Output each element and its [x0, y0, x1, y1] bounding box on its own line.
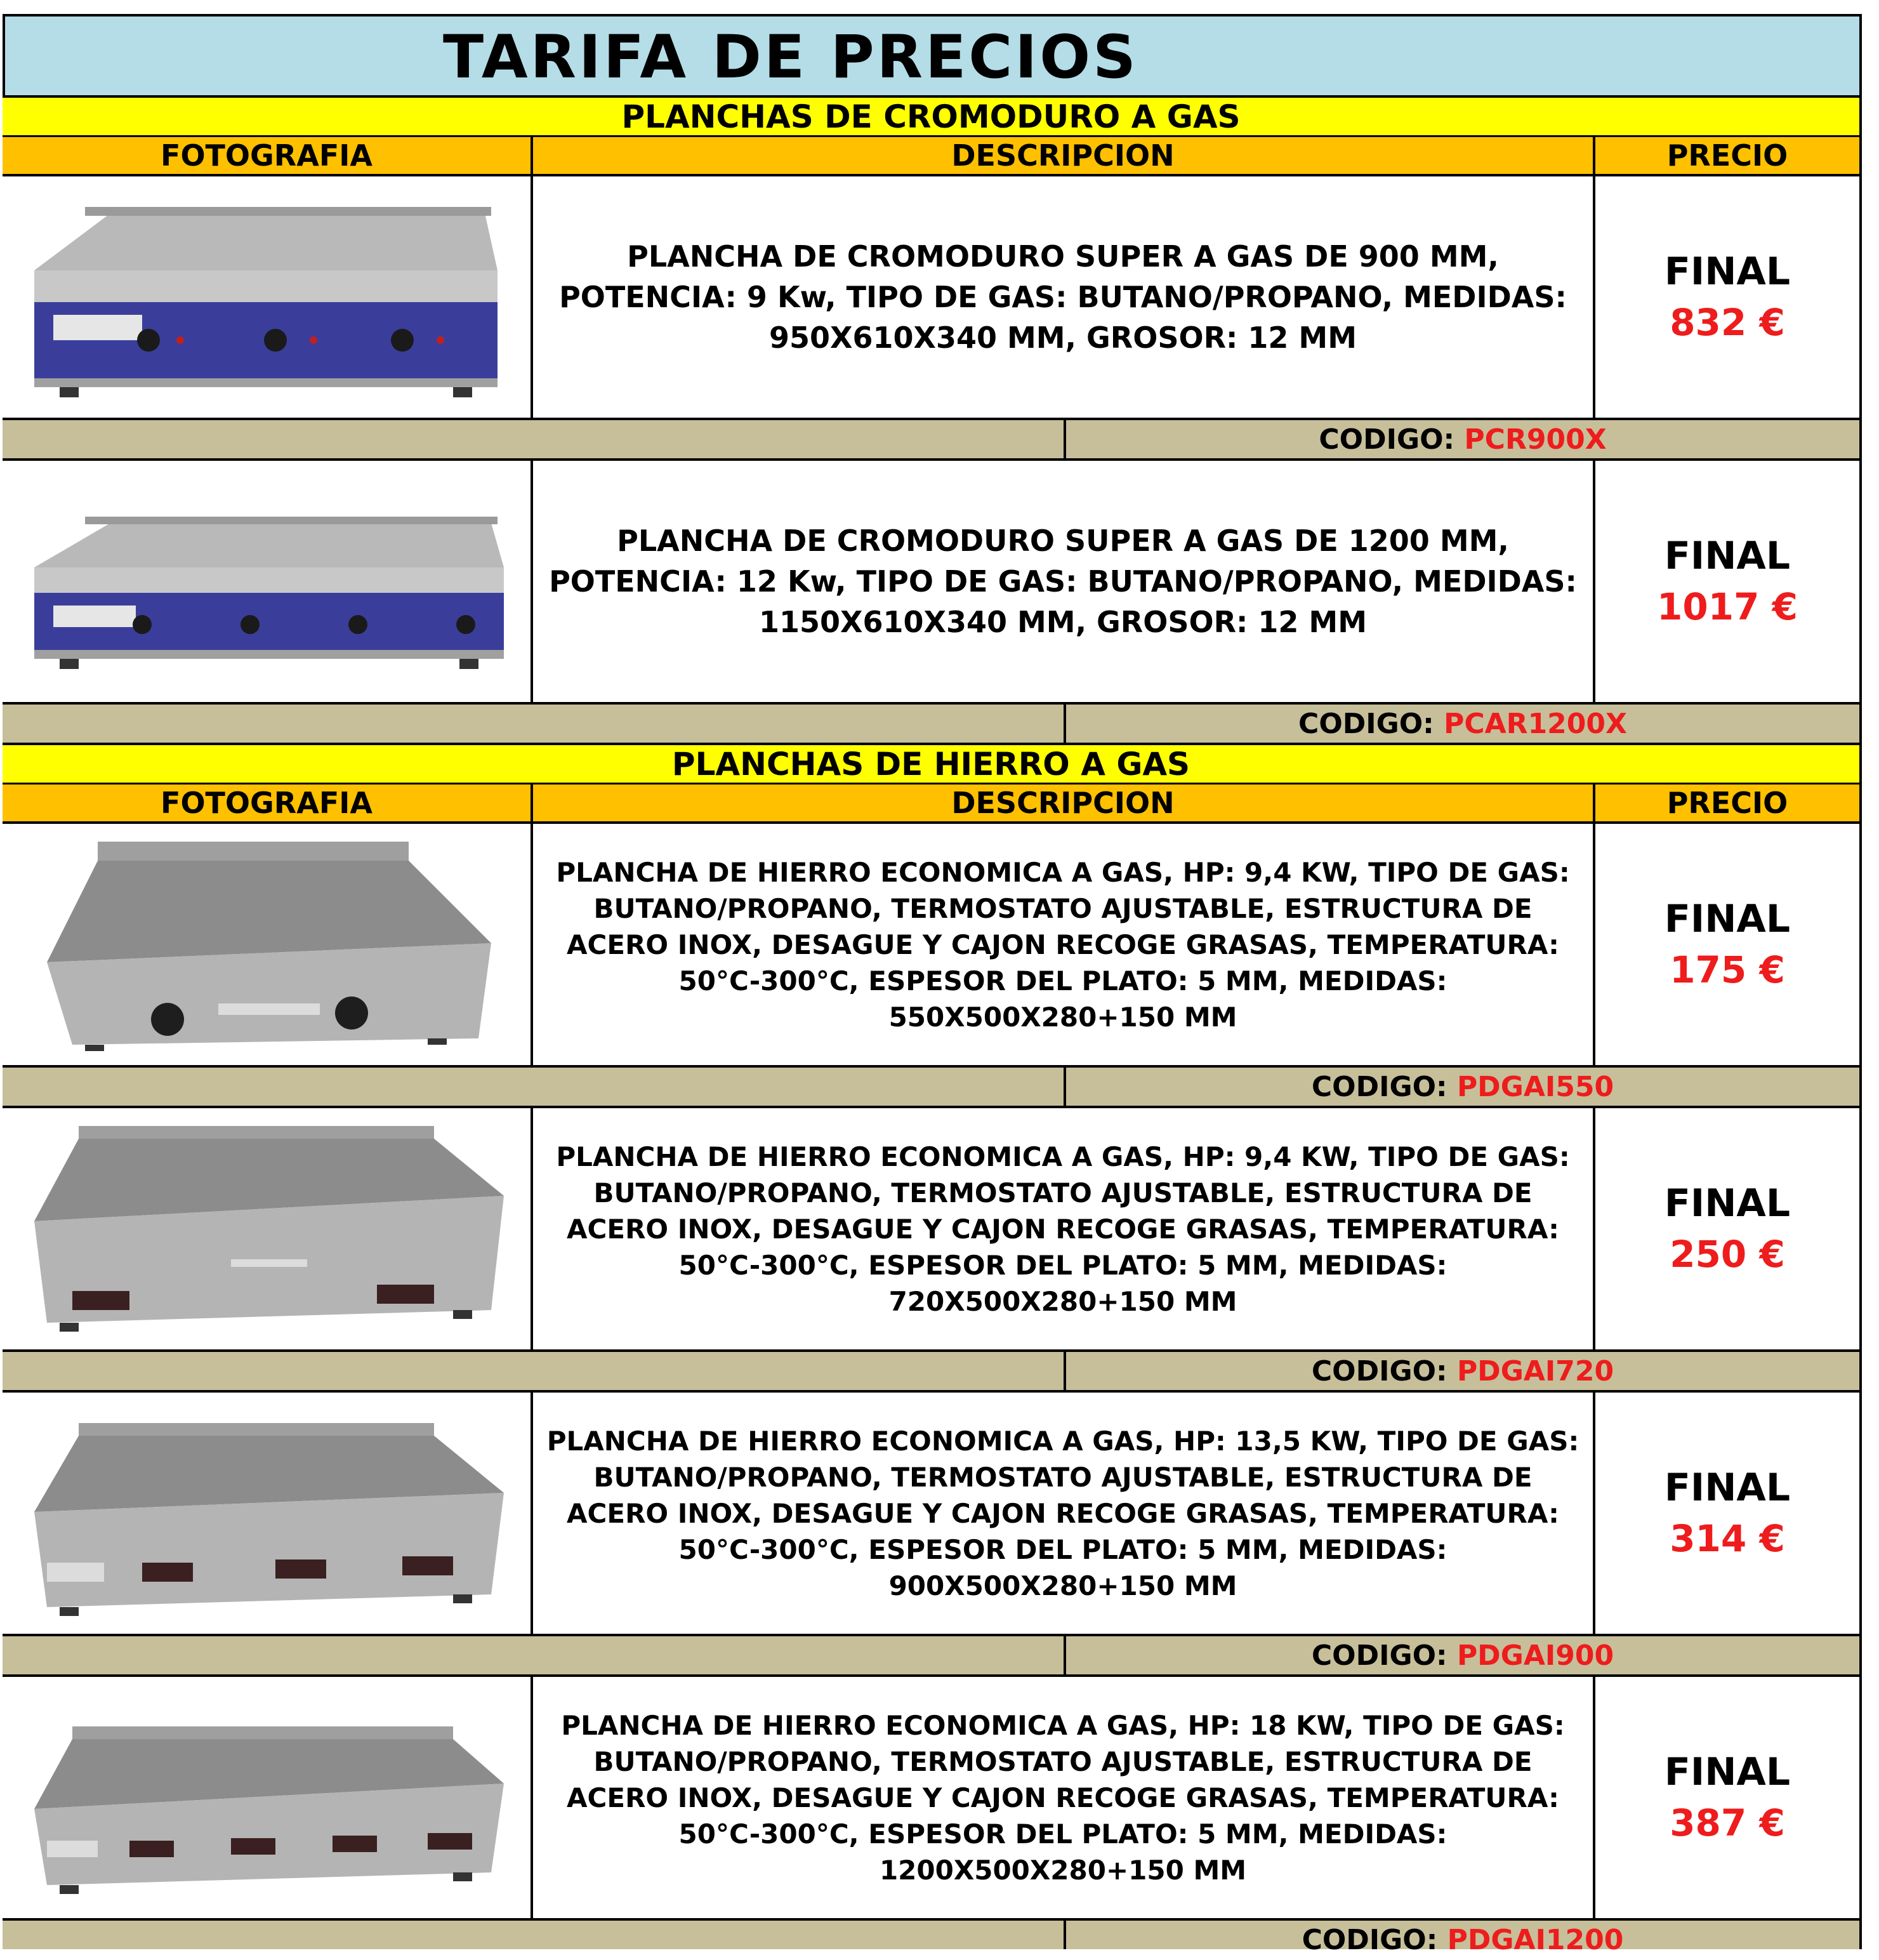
price-label: FINAL [1664, 1181, 1791, 1226]
product-code-row [3, 1636, 1859, 1677]
product-photo-cell [3, 461, 533, 702]
section-title: PLANCHAS DE HIERRO A GAS [671, 746, 1190, 783]
price-amount: 314 € [1670, 1517, 1785, 1560]
column-header-photo: FOTOGRAFIA [3, 137, 533, 174]
product-row [3, 1108, 1859, 1352]
price-amount: 832 € [1670, 301, 1785, 344]
product-price-cell [1595, 824, 1859, 1065]
code-value: PCAR1200X [1444, 708, 1627, 740]
griddle-2-burner-steel-image [22, 835, 510, 1051]
code-row-spacer [3, 1636, 1066, 1674]
price-label: FINAL [1664, 1750, 1791, 1794]
page-title: TARIFA DE PRECIOS [443, 23, 1138, 92]
product-description: PLANCHA DE HIERRO ECONOMICA A GAS, HP: 18 KW, TIPO DE GAS: BUTANO/PROPANO, TERMOSTATO AJUSTABLE, ESTRUCTURA DE ACERO INOX, DESAGUE Y CAJON RECOGE GRASAS, TEMPERATURA: 50°C-300°C, ESPESOR DEL PLATO: 5 MM, MEDIDAS: 1200X500X280+150 MM [533, 1677, 1595, 1918]
code-value: PCR900X [1464, 423, 1607, 456]
price-label: FINAL [1664, 897, 1791, 941]
product-price-cell [1595, 1677, 1859, 1918]
section-header-hierro [3, 745, 1859, 785]
product-description: PLANCHA DE CROMODURO SUPER A GAS DE 900 MM, POTENCIA: 9 Kw, TIPO DE GAS: BUTANO/PROPANO, MEDIDAS: 950X610X340 MM, GROSOR: 12 MM [533, 176, 1595, 418]
code-label: CODIGO: [1311, 1071, 1447, 1103]
product-description: PLANCHA DE CROMODURO SUPER A GAS DE 1200 MM, POTENCIA: 12 Kw, TIPO DE GAS: BUTANO/PROPANO, MEDIDAS: 1150X610X340 MM, GROSOR: 12 MM [533, 461, 1595, 702]
product-row [3, 1393, 1859, 1636]
price-label: FINAL [1664, 249, 1791, 294]
code-row-spacer [3, 1068, 1066, 1106]
griddle-3-burner-blue-image [22, 188, 510, 404]
price-amount: 250 € [1670, 1233, 1785, 1276]
product-description: PLANCHA DE HIERRO ECONOMICA A GAS, HP: 9,4 KW, TIPO DE GAS: BUTANO/PROPANO, TERMOSTATO AJUSTABLE, ESTRUCTURA DE ACERO INOX, DESAGUE Y CAJON RECOGE GRASAS, TEMPERATURA: 50°C-300°C, ESPESOR DEL PLATO: 5 MM, MEDIDAS: 720X500X280+150 MM [533, 1108, 1595, 1349]
product-row [3, 824, 1859, 1068]
code-label: CODIGO: [1311, 1355, 1447, 1387]
product-photo-cell [3, 1393, 533, 1634]
product-price-cell [1595, 1108, 1859, 1349]
product-price-cell [1595, 176, 1859, 418]
product-code [1066, 705, 1859, 743]
product-code-row [3, 420, 1859, 461]
code-value: PDGAI900 [1456, 1639, 1614, 1672]
section-title: PLANCHAS DE CROMODURO A GAS [621, 98, 1241, 135]
column-header-photo: FOTOGRAFIA [3, 785, 533, 821]
product-photo-cell [3, 824, 533, 1065]
column-header-description: DESCRIPCION [533, 785, 1595, 821]
griddle-4-burner-blue-image [22, 472, 510, 688]
code-value: PDGAI720 [1456, 1355, 1614, 1387]
product-code [1066, 1921, 1859, 1956]
product-price-cell [1595, 1393, 1859, 1634]
code-label: CODIGO: [1319, 423, 1455, 456]
code-label: CODIGO: [1311, 1639, 1447, 1672]
product-row [3, 176, 1859, 420]
product-code [1066, 1068, 1859, 1106]
code-row-spacer [3, 1352, 1066, 1390]
title-bar [3, 14, 1862, 98]
price-label: FINAL [1664, 534, 1791, 578]
code-row-spacer [3, 705, 1066, 743]
product-photo-cell [3, 1677, 533, 1918]
product-row [3, 1677, 1859, 1921]
product-photo-cell [3, 176, 533, 418]
product-code [1066, 420, 1859, 458]
code-value: PDGAI550 [1456, 1071, 1614, 1103]
price-amount: 175 € [1670, 948, 1785, 991]
column-header-description: DESCRIPCION [533, 137, 1595, 174]
product-code-row [3, 1352, 1859, 1393]
code-value: PDGAI1200 [1447, 1924, 1624, 1956]
column-header-price: PRECIO [1666, 138, 1788, 173]
price-amount: 387 € [1670, 1801, 1785, 1844]
column-headers [3, 785, 1859, 824]
product-photo-cell [3, 1108, 533, 1349]
product-code-row [3, 1068, 1859, 1108]
price-amount: 1017 € [1657, 585, 1798, 628]
product-description: PLANCHA DE HIERRO ECONOMICA A GAS, HP: 9,4 KW, TIPO DE GAS: BUTANO/PROPANO, TERMOSTATO AJUSTABLE, ESTRUCTURA DE ACERO INOX, DESAGUE Y CAJON RECOGE GRASAS, TEMPERATURA: 50°C-300°C, ESPESOR DEL PLATO: 5 MM, MEDIDAS: 550X500X280+150 MM [533, 824, 1595, 1065]
price-label: FINAL [1664, 1466, 1791, 1510]
column-headers [3, 137, 1859, 176]
code-row-spacer [3, 1921, 1066, 1949]
code-label: CODIGO: [1298, 708, 1434, 740]
section-header-cromoduro [3, 98, 1859, 137]
product-description: PLANCHA DE HIERRO ECONOMICA A GAS, HP: 13,5 KW, TIPO DE GAS: BUTANO/PROPANO, TERMOSTATO AJUSTABLE, ESTRUCTURA DE ACERO INOX, DESAGUE Y CAJON RECOGE GRASAS, TEMPERATURA: 50°C-300°C, ESPESOR DEL PLATO: 5 MM, MEDIDAS: 900X500X280+150 MM [533, 1393, 1595, 1634]
code-row-spacer [3, 420, 1066, 458]
product-code-row [3, 705, 1859, 745]
product-code-row [3, 1921, 1859, 1956]
griddle-2-burner-steel-image [22, 1120, 510, 1335]
column-header-price: PRECIO [1666, 786, 1788, 820]
griddle-4-burner-steel-image [22, 1688, 510, 1904]
product-price-cell [1595, 461, 1859, 702]
product-code [1066, 1352, 1859, 1390]
code-label: CODIGO: [1302, 1924, 1438, 1956]
griddle-3-burner-steel-image [22, 1404, 510, 1620]
product-code [1066, 1636, 1859, 1674]
product-row [3, 461, 1859, 705]
